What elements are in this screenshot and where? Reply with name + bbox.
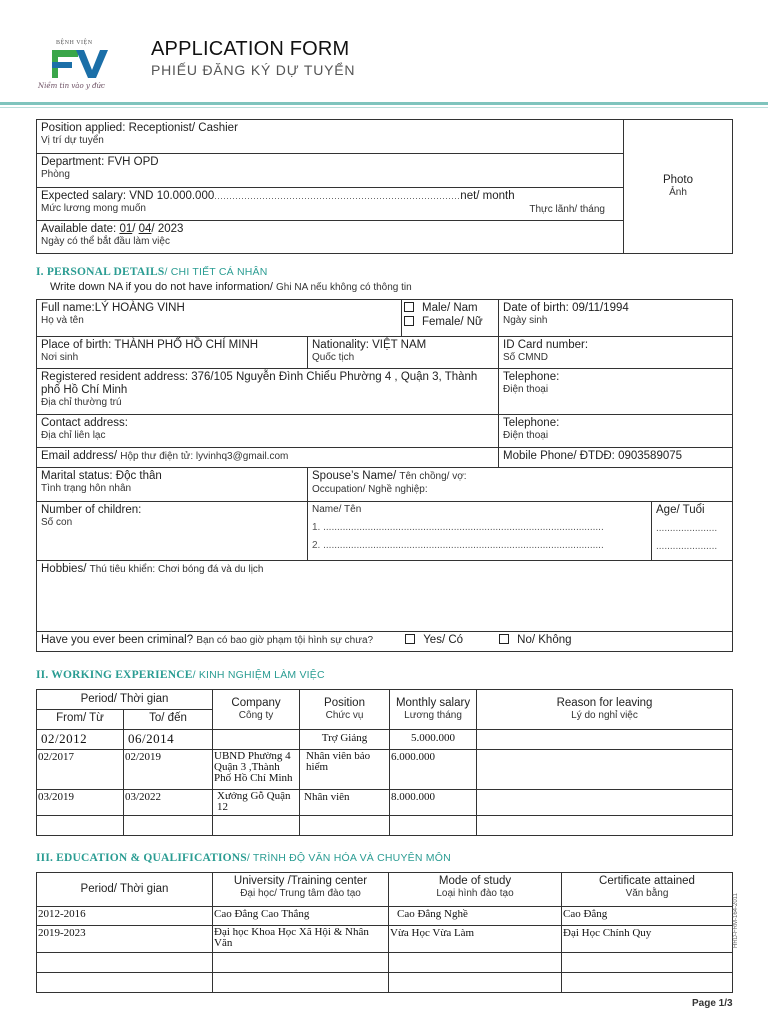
salary-label: Expected salary: VND	[41, 190, 157, 202]
edu-row-1-period: 2012-2016	[38, 908, 86, 920]
edu-certificate-label-vn: Văn bằng	[625, 888, 669, 899]
spouse-cell[interactable]	[308, 468, 733, 502]
marital-label-vn: Tình trạng hôn nhân	[41, 483, 132, 494]
children-label: Number of children:	[41, 504, 142, 516]
nationality-label-vn: Quốc tịch	[312, 352, 355, 363]
work-cell-company[interactable]	[213, 790, 300, 816]
edu-row-2-mode: Vừa Học Vừa Làm	[390, 927, 475, 939]
salary-value: 10.000.000	[156, 190, 215, 202]
spouse-label: Spouse’s Name/	[312, 470, 400, 482]
dob-cell[interactable]	[499, 300, 733, 337]
table-row	[37, 973, 733, 993]
department-cell[interactable]	[37, 154, 624, 188]
spouse-label-vn: Tên chồng/ vợ:	[399, 471, 467, 482]
salary-dots: ..................................................................................	[214, 191, 461, 201]
na-note-en: Write down NA if you do not have information/	[50, 281, 277, 293]
work-period-label: Period/ Thời gian	[80, 693, 169, 705]
edu-cell-mode[interactable]	[389, 907, 562, 926]
work-cell-salary[interactable]	[390, 730, 477, 750]
work-to-label: To/ đến	[149, 712, 187, 724]
contact-label-vn: Địa chỉ liên lạc	[41, 430, 106, 441]
work-to-header	[124, 710, 213, 730]
criminal-yes-label: Yes/ Có	[423, 634, 464, 646]
work-salary-header	[390, 690, 477, 730]
telephone-label-vn-1: Điện thoại	[503, 384, 549, 395]
female-label: Female/ Nữ	[422, 316, 483, 328]
edu-university-label-vn: Đại học/ Trung tâm đào tạo	[240, 888, 361, 899]
edu-cell-university[interactable]	[213, 926, 389, 953]
department-label-vn: Phòng	[41, 169, 70, 180]
work-row-2-to: 02/2019	[125, 751, 162, 763]
work-cell-salary[interactable]	[390, 750, 477, 790]
table-row	[37, 926, 733, 953]
resident-label: Registered resident address:	[41, 371, 192, 383]
available-month: 04	[138, 223, 152, 235]
edu-university-label: University /Training center	[233, 875, 368, 887]
children-names-cell[interactable]	[308, 502, 733, 561]
gender-cell	[402, 300, 499, 337]
work-cell-position[interactable]	[300, 816, 390, 836]
work-cell-to[interactable]	[124, 750, 213, 790]
dob-label: Date of birth:	[503, 302, 573, 314]
table-row	[37, 953, 733, 973]
work-period-header	[37, 690, 213, 710]
contact-label: Contact address:	[41, 417, 128, 429]
available-day: 01	[119, 223, 133, 235]
edu-mode-label-vn: Loại hình đào tạo	[436, 888, 514, 899]
table-row	[37, 730, 733, 750]
work-position-label: Position	[324, 697, 365, 709]
pob-value: THÀNH PHỐ HỒ CHÍ MINH	[114, 339, 259, 351]
fullname-label: Full name:	[41, 302, 95, 314]
salary-cell[interactable]	[37, 188, 624, 221]
contact-address-cell[interactable]	[37, 415, 499, 448]
work-row-2-from: 02/2017	[38, 751, 75, 763]
work-row-2-salary: 6.000.000	[391, 751, 436, 763]
work-cell-from[interactable]	[37, 730, 124, 750]
edu-cell-mode[interactable]	[389, 926, 562, 953]
work-cell-reason[interactable]	[477, 750, 733, 790]
edu-cell-mode[interactable]	[389, 953, 562, 973]
fullname-value: LÝ HOÀNG VINH	[94, 302, 185, 314]
idcard-label-vn: Số CMND	[503, 352, 549, 363]
criminal-no-label: No/ Không	[517, 634, 572, 646]
email-cell[interactable]	[37, 448, 499, 468]
marital-cell[interactable]	[37, 468, 308, 502]
work-row-1-from: 02/2012	[41, 731, 88, 746]
position-value: Receptionist/ Cashier	[128, 122, 238, 134]
table-row	[37, 790, 733, 816]
occupation-label: Occupation/	[312, 484, 369, 495]
edu-cell-university[interactable]	[213, 973, 389, 993]
edu-row-2-certificate: Đại Học Chính Quy	[563, 927, 652, 939]
header-divider-thin	[0, 107, 768, 108]
age-header: Age/ Tuổi	[656, 504, 705, 516]
work-cell-company[interactable]	[213, 816, 300, 836]
position-table	[36, 119, 733, 254]
form-code: HRD-FRM-164-2011	[733, 893, 739, 948]
work-cell-to[interactable]	[124, 816, 213, 836]
work-salary-label-vn: Lương tháng	[404, 710, 462, 721]
edu-period-header	[37, 873, 213, 907]
work-row-1-position: Trợ Giảng	[321, 732, 368, 744]
edu-row-2-university: Đại học Khoa Học Xã Hội & Nhân Văn	[214, 926, 369, 949]
dob-value: 09/11/1994	[572, 302, 629, 314]
fv-logo-icon	[52, 48, 108, 80]
children-name-header: Name/ Tên	[312, 504, 362, 515]
work-salary-label: Monthly salary	[395, 697, 471, 709]
work-cell-company[interactable]	[213, 730, 300, 750]
nationality-label: Nationality:	[312, 339, 373, 351]
edu-university-header	[213, 873, 389, 907]
available-date-cell[interactable]: Available date: 01/ 04/ 2023 Ngày có thể bắt đầu làm việc	[37, 221, 624, 254]
fullname-cell[interactable]	[37, 300, 402, 337]
work-from-header	[37, 710, 124, 730]
edu-cell-mode[interactable]	[389, 973, 562, 993]
salary-suffix: net/ month	[460, 190, 515, 202]
section-personal-vn: / CHI TIẾT CÁ NHÂN	[164, 266, 268, 278]
criminal-label: Have you ever been criminal?	[41, 634, 197, 646]
section-education-en: III. EDUCATION & QUALIFICATIONS	[36, 852, 247, 864]
na-note	[50, 281, 412, 294]
criminal-label-vn: Bạn có bao giờ phạm tội hình sự chưa?	[196, 635, 374, 646]
idcard-label: ID Card number:	[503, 339, 589, 351]
edu-cell-period[interactable]	[37, 926, 213, 953]
work-cell-from[interactable]	[37, 816, 124, 836]
pob-label: Place of birth:	[41, 339, 115, 351]
nationality-cell[interactable]	[308, 337, 499, 369]
section-personal-en: I. PERSONAL DETAILS	[36, 266, 165, 278]
work-cell-salary[interactable]	[390, 816, 477, 836]
work-cell-from[interactable]	[37, 790, 124, 816]
age-row-2: ......................	[656, 541, 718, 552]
email-value: lyvinhq3@gmail.com	[195, 451, 289, 462]
edu-certificate-label: Certificate attained	[599, 875, 695, 887]
mobile-value: 0903589075	[618, 450, 683, 462]
criminal-yes-checkbox[interactable]	[405, 634, 415, 644]
marital-label: Marital status:	[41, 470, 116, 482]
table-row	[37, 907, 733, 926]
work-cell-reason[interactable]	[477, 730, 733, 750]
work-reason-header	[477, 690, 733, 730]
page-number: Page 1/3	[692, 998, 733, 1009]
work-cell-position[interactable]	[300, 790, 390, 816]
edu-cell-university[interactable]	[213, 953, 389, 973]
edu-cell-certificate[interactable]	[562, 953, 733, 973]
fullname-label-vn: Họ và tên	[41, 315, 84, 326]
work-company-label: Company	[231, 697, 281, 709]
children-label-vn: Số con	[41, 517, 73, 528]
edu-period-label: Period/ Thời gian	[80, 883, 169, 895]
education-table	[36, 872, 733, 993]
hobbies-label-vn: Thú tiêu khiển:	[89, 564, 158, 575]
photo-label: Photo	[662, 174, 694, 186]
section-work-heading	[36, 669, 325, 681]
na-note-vn: Ghi NA nếu không có thông tin	[276, 282, 412, 293]
telephone-cell-1[interactable]	[499, 369, 733, 415]
resident-label-vn: Địa chỉ thường trú	[41, 397, 122, 408]
edu-certificate-header	[562, 873, 733, 907]
occupation-label-vn: Nghề nghiệp:	[368, 484, 428, 495]
work-cell-position[interactable]	[300, 750, 390, 790]
work-cell-position[interactable]	[300, 730, 390, 750]
edu-row-1-certificate: Cao Đẳng	[563, 908, 608, 920]
pob-label-vn: Nơi sinh	[41, 352, 79, 363]
email-label: Email address/	[41, 450, 121, 462]
personal-table	[36, 299, 733, 652]
position-applied-cell[interactable]	[37, 120, 624, 154]
work-position-label-vn: Chức vụ	[325, 710, 364, 721]
work-row-3-company: Xưởng Gỗ Quận 12	[217, 790, 291, 813]
available-label: Available date:	[41, 223, 120, 235]
section-education-vn: / TRÌNH ĐỘ VĂN HÓA VÀ CHUYÊN MÔN	[246, 852, 451, 864]
edu-row-1-university: Cao Đẳng Cao Thắng	[214, 908, 310, 920]
work-row-3-to: 03/2022	[125, 791, 162, 803]
position-label-vn: Vị trí dự tuyển	[41, 135, 104, 146]
work-cell-reason[interactable]	[477, 790, 733, 816]
logo-top-text: BỆNH VIỆN	[56, 40, 93, 46]
edu-cell-certificate[interactable]	[562, 926, 733, 953]
work-row-3-position: Nhân viên	[304, 791, 350, 803]
table-row	[37, 750, 733, 790]
photo-cell[interactable]	[624, 120, 733, 254]
logo-tagline: Niềm tin vào y đức	[38, 82, 105, 90]
available-year: 2023	[157, 223, 184, 235]
work-cell-salary[interactable]	[390, 790, 477, 816]
header-divider	[0, 102, 768, 105]
mobile-label-vn: ĐTDĐ:	[579, 450, 619, 462]
work-row-1-to: 06/2014	[128, 731, 175, 746]
mobile-cell[interactable]	[499, 448, 733, 468]
resident-value: 376/105 Nguyễn Đình Chiểu Phường 4 , Quận 3, Thành phố Hồ Chí Minh	[41, 371, 478, 396]
age-row-1: ......................	[656, 523, 718, 534]
form-subtitle: PHIẾU ĐĂNG KÝ DỰ TUYỂN	[151, 62, 356, 78]
section-work-vn: / KINH NGHIỆM LÀM VIỆC	[192, 669, 325, 681]
male-checkbox[interactable]	[404, 302, 414, 312]
marital-value: Độc thân	[115, 470, 162, 482]
nationality-value: VIỆT NAM	[372, 339, 427, 351]
section-work-en: II. WORKING EXPERIENCE	[36, 669, 193, 681]
work-from-label: From/ Từ	[56, 712, 104, 724]
department-value: FVH OPD	[107, 156, 159, 168]
salary-label-vn: Mức lương mong muốn	[41, 203, 146, 214]
criminal-no-checkbox[interactable]	[499, 634, 509, 644]
edu-row-2-period: 2019-2023	[38, 927, 86, 939]
table-row	[37, 816, 733, 836]
mobile-label: Mobile Phone/	[503, 450, 580, 462]
child-row-1: 1. .....................................................................................................	[312, 522, 604, 533]
resident-address-cell[interactable]	[37, 369, 499, 415]
edu-cell-certificate[interactable]	[562, 973, 733, 993]
child-row-2: 2. .....................................................................................................	[312, 540, 604, 551]
hobbies-label: Hobbies/	[41, 563, 90, 575]
work-company-label-vn: Công ty	[238, 710, 274, 721]
email-label-vn: Hộp thư điện tử:	[120, 451, 196, 462]
work-row-3-salary: 8.000.000	[391, 791, 436, 803]
work-row-3-from: 03/2019	[38, 791, 75, 803]
section-education-heading	[36, 852, 451, 864]
hospital-logo	[34, 40, 130, 98]
hobbies-value: Chơi bóng đá và du lịch	[157, 564, 264, 575]
work-company-header	[213, 690, 300, 730]
section-personal-heading	[36, 266, 268, 278]
telephone-label-1: Telephone:	[503, 371, 560, 383]
photo-label-vn: Ảnh	[669, 187, 687, 198]
edu-row-1-mode: Cao Đẳng Nghề	[397, 908, 468, 920]
work-row-2-company: UBND Phường 4 Quận 3 ,Thành Phố Hồ Chí Minh	[214, 750, 293, 784]
edu-mode-header	[389, 873, 562, 907]
dob-label-vn: Ngày sinh	[503, 315, 548, 326]
work-row-1-salary: 5.000.000	[411, 732, 456, 744]
work-cell-reason[interactable]	[477, 816, 733, 836]
male-label: Male/ Nam	[422, 302, 478, 314]
page-header	[0, 0, 768, 112]
telephone-cell-2[interactable]	[499, 415, 733, 448]
edu-cell-certificate[interactable]	[562, 907, 733, 926]
available-label-vn: Ngày có thể bắt đầu làm việc	[41, 236, 170, 247]
edu-mode-label: Mode of study	[438, 875, 512, 887]
telephone-label-2: Telephone:	[503, 417, 560, 429]
form-title: APPLICATION FORM	[151, 38, 350, 60]
work-reason-label-vn: Lý do nghỉ việc	[571, 710, 638, 721]
telephone-label-vn-2: Điện thoại	[503, 430, 549, 441]
children-cell[interactable]	[37, 502, 308, 561]
work-cell-to[interactable]	[124, 790, 213, 816]
criminal-cell	[37, 632, 733, 652]
salary-net-vn: Thực lãnh/ tháng	[529, 204, 605, 215]
pob-cell[interactable]	[37, 337, 308, 369]
work-row-2-position: Nhân viên bảo hiểm	[306, 750, 371, 773]
edu-cell-university[interactable]	[213, 907, 389, 926]
hobbies-cell[interactable]	[37, 561, 733, 632]
edu-cell-period[interactable]	[37, 953, 213, 973]
work-table	[36, 689, 733, 836]
work-cell-company[interactable]	[213, 750, 300, 790]
idcard-cell[interactable]	[499, 337, 733, 369]
work-cell-to[interactable]	[124, 730, 213, 750]
department-label: Department:	[41, 156, 108, 168]
female-checkbox[interactable]	[404, 316, 414, 326]
work-cell-from[interactable]	[37, 750, 124, 790]
edu-cell-period[interactable]	[37, 973, 213, 993]
work-reason-label: Reason for leaving	[556, 697, 653, 709]
position-label: Position applied:	[41, 122, 129, 134]
work-position-header	[300, 690, 390, 730]
edu-cell-period[interactable]	[37, 907, 213, 926]
age-column	[651, 502, 733, 560]
